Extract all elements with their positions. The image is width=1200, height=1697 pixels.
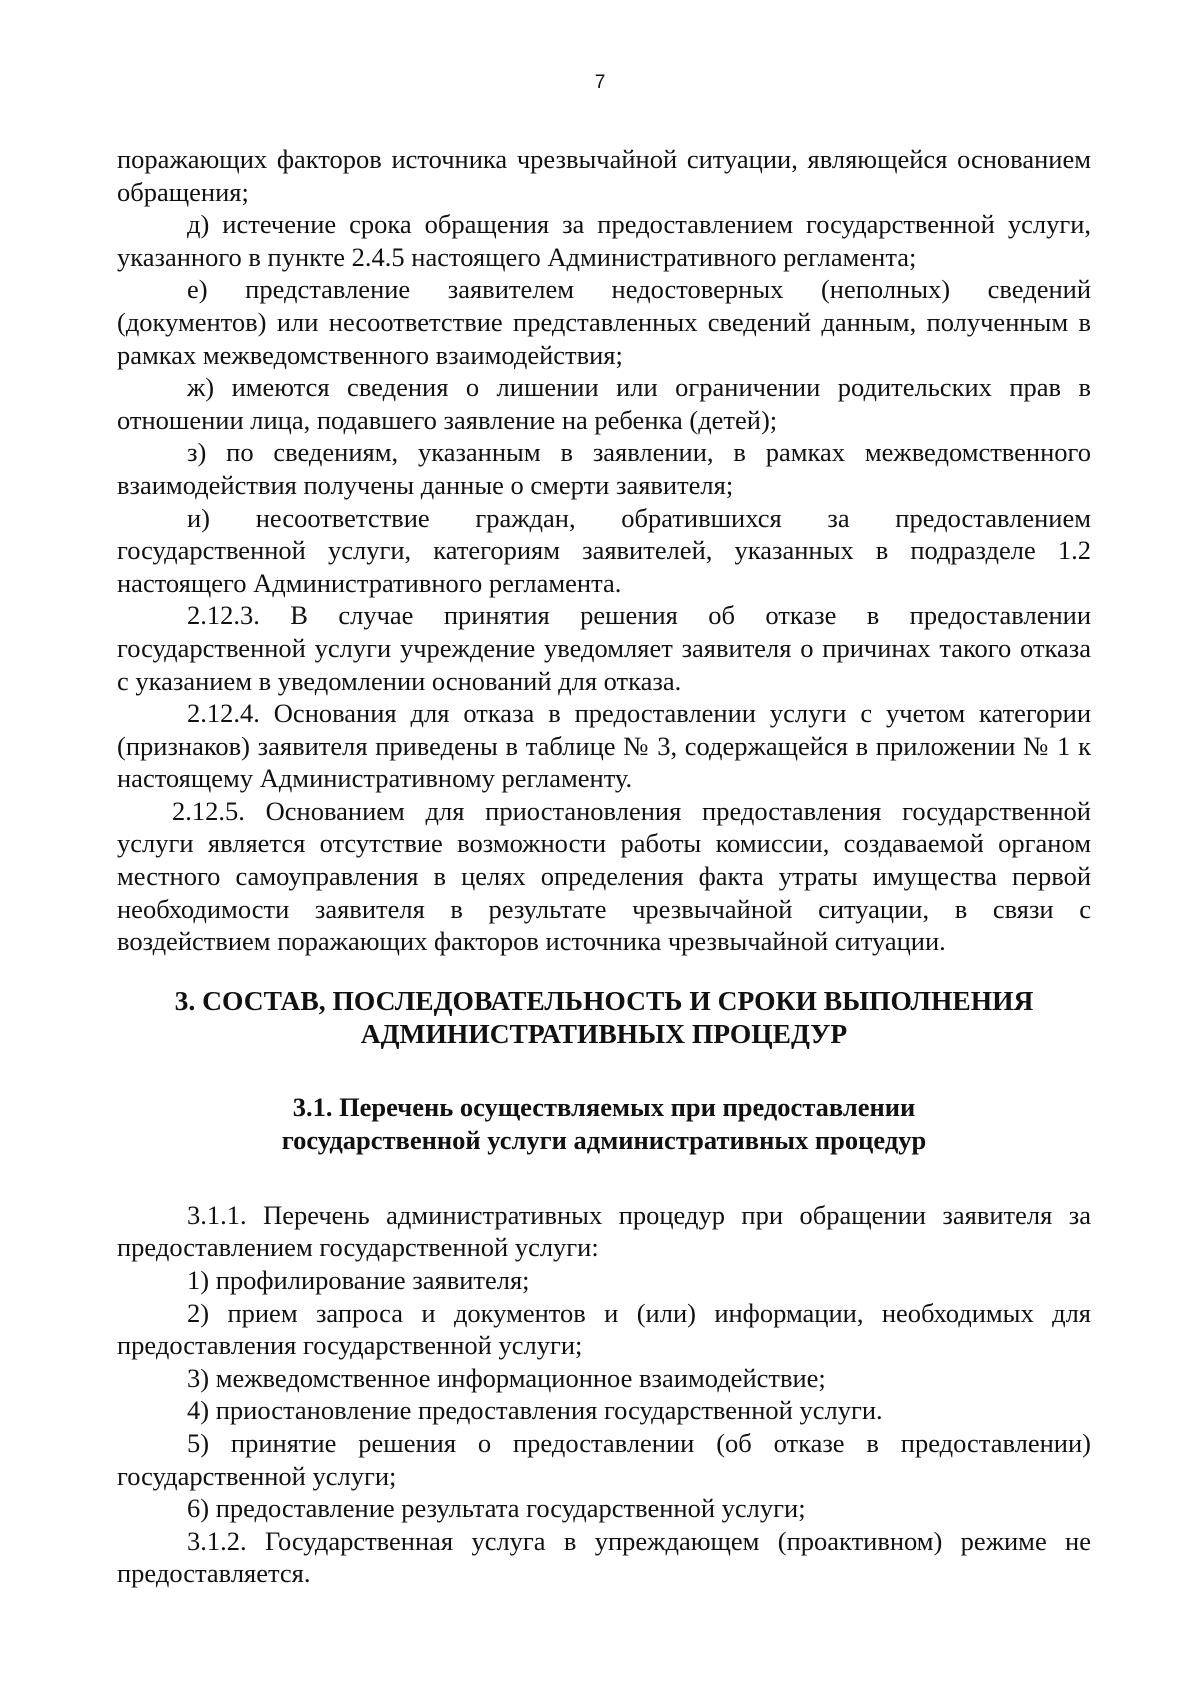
paragraph-3-1-2: 3.1.2. Государственная услуга в упреждающем (проактивном) режиме не предоставляется. — [117, 1525, 1091, 1589]
paragraph-3-1-1: 3.1.1. Перечень административных процедур при обращении заявителя за предоставлением государственной услуги: — [117, 1199, 1091, 1263]
section-3-1-heading-line2: государственной услуги административных процедур — [281, 1124, 927, 1155]
section-3-heading-line1: 3. СОСТАВ, ПОСЛЕДОВАТЕЛЬНОСТЬ И СРОКИ ВЫПОЛНЕНИЯ — [174, 984, 1034, 1016]
paragraph-2-12-5: 2.12.5. Основанием для приостановления предоставления государственной услуги является отсутствие возможности работы комиссии, создаваемой органом местного самоуправления в целях определения факта утраты имущества первой необходимости заявителя в результате чрезвычайной ситуации, в связи с воздействием поражающих факторов источника чрезвычайной ситуации. — [117, 795, 1091, 957]
paragraph-item-zh: ж) имеются сведения о лишении или ограничении родительских прав в отношении лица, подавшего заявление на ребенка (детей); — [117, 372, 1091, 435]
list-item-4: 4) приостановление предоставления государственной услуги. — [187, 1395, 883, 1426]
section-3-heading — [117, 984, 1091, 1050]
document-body — [117, 143, 1091, 1590]
list-item-6: 6) предоставление результата государственной услуги; — [187, 1493, 806, 1524]
list-item-1: 1) профилирование заявителя; — [187, 1265, 530, 1296]
list-item-2: 2) прием запроса и документов и (или) информации, необходимых для предоставления государственной услуги; — [117, 1297, 1091, 1361]
list-item-3: 3) межведомственное информационное взаимодействие; — [187, 1362, 826, 1393]
paragraph-2-12-3: 2.12.3. В случае принятия решения об отказе в предоставлении государственной услуги учреждение уведомляет заявителя о причинах такого отказа с указанием в уведомлении оснований для отказа. — [117, 600, 1091, 696]
section-3-heading-line2: АДМИНИСТРАТИВНЫХ ПРОЦЕДУР — [360, 1017, 848, 1049]
page-number: 7 — [594, 72, 606, 93]
paragraph-item-i: и) несоответствие граждан, обратившихся за предоставлением государственной услуги, категориям заявителей, указанных в подразделе 1.2 настоящего Административного регламента. — [117, 502, 1091, 598]
paragraph-item-z: з) по сведениям, указанным в заявлении, в рамках межведомственного взаимодействия получены данные о смерти заявителя; — [117, 437, 1091, 500]
paragraph-2-12-4: 2.12.4. Основания для отказа в предоставлении услуги с учетом категории (признаков) заявителя приведены в таблице № 3, содержащейся в приложении № 1 к настоящему Административному регламенту. — [117, 698, 1091, 794]
paragraph-continuation: поражающих факторов источника чрезвычайной ситуации, являющейся основанием обращения; — [117, 144, 1091, 207]
section-3-1-heading-line1: 3.1. Перечень осуществляемых при предоставлении — [292, 1091, 916, 1122]
list-item-5: 5) принятие решения о предоставлении (об отказе в предоставлении) государственной услуги; — [117, 1428, 1091, 1491]
section-3-1-heading — [117, 1091, 1091, 1157]
paragraph-item-e: е) представление заявителем недостоверных (неполных) сведений (документов) или несоответствие представленных сведений данным, полученным в рамках межведомственного взаимодействия; — [117, 274, 1091, 370]
paragraph-item-d: д) истечение срока обращения за предоставлением государственной услуги, указанного в пункте 2.4.5 настоящего Административного регламента; — [117, 209, 1091, 272]
